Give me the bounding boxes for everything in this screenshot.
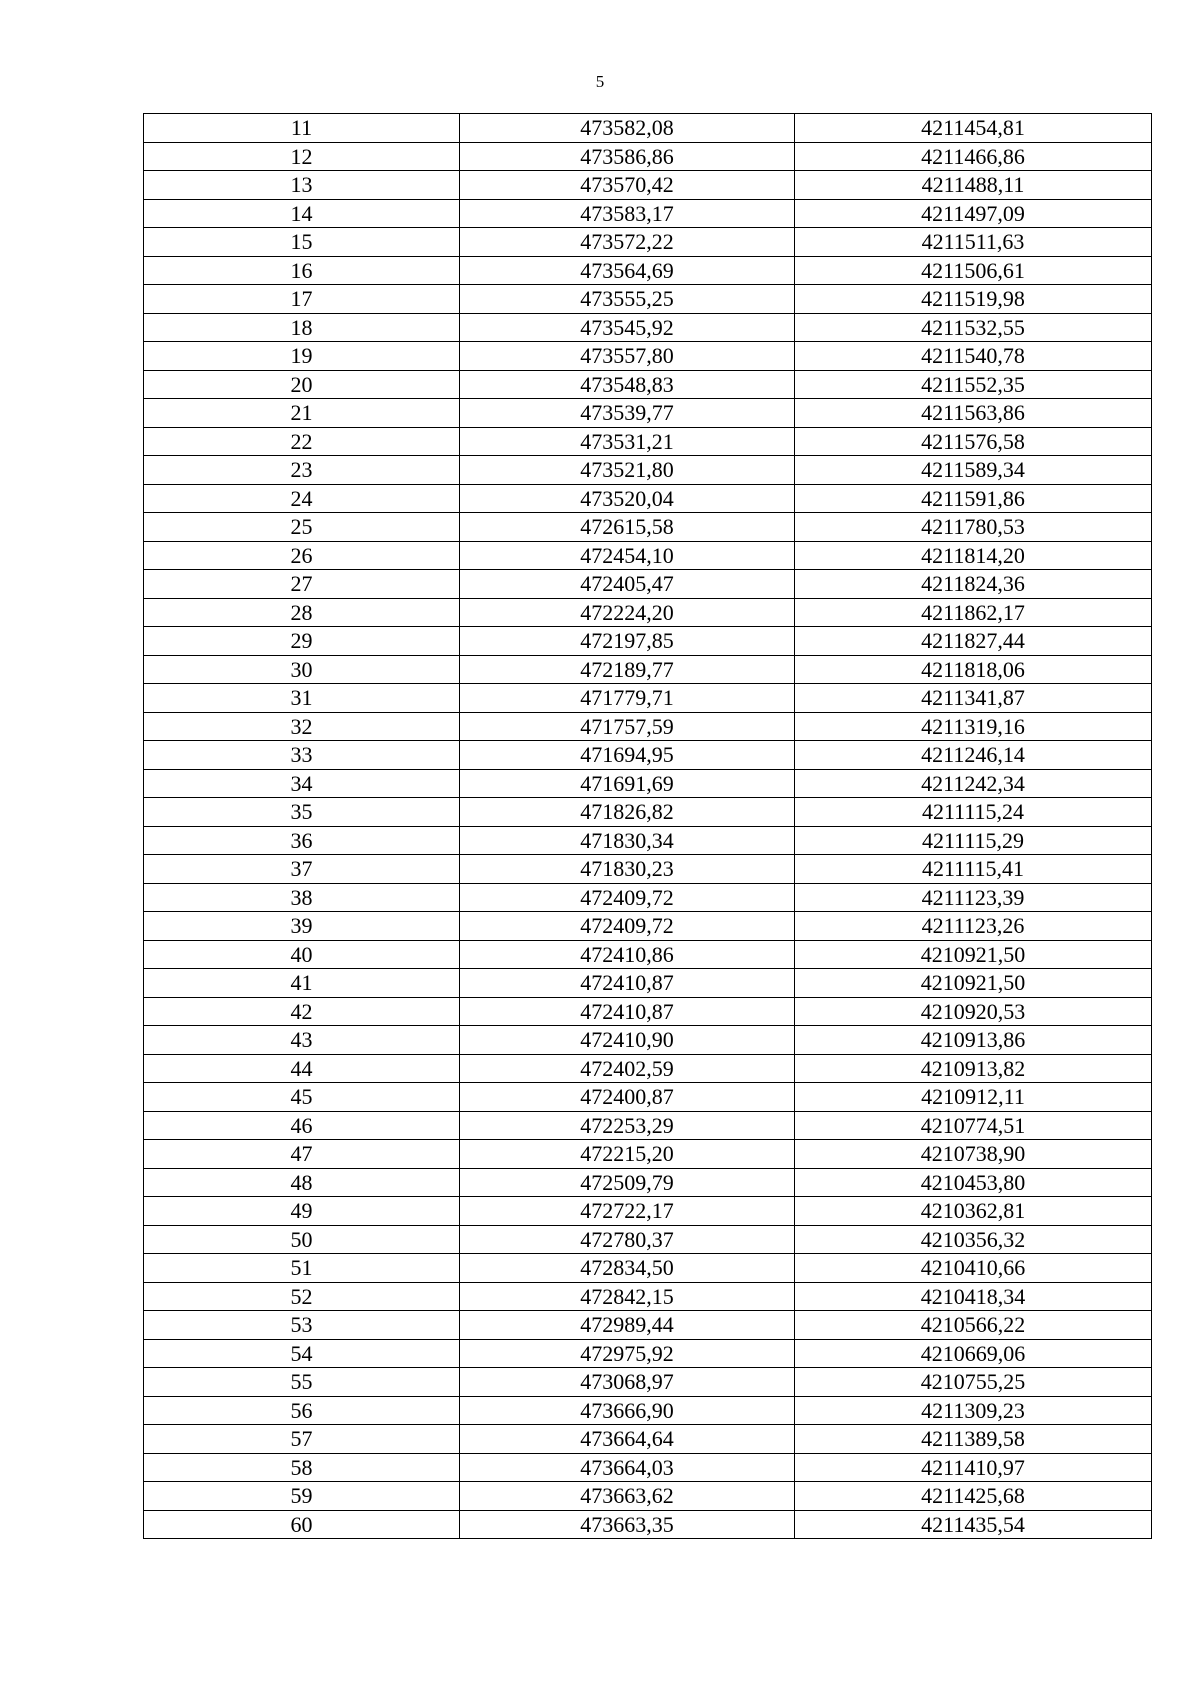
point-number-cell: 43 [144, 1026, 460, 1055]
y-coordinate-cell: 4211862,17 [795, 598, 1152, 627]
point-number-cell: 18 [144, 313, 460, 342]
table-row [144, 1396, 1152, 1425]
point-number-cell: 21 [144, 399, 460, 428]
point-number-cell: 29 [144, 627, 460, 656]
table-row [144, 1339, 1152, 1368]
x-coordinate-cell: 473564,69 [460, 256, 795, 285]
point-number-cell: 42 [144, 997, 460, 1026]
x-coordinate-cell: 472842,15 [460, 1282, 795, 1311]
x-coordinate-cell: 473664,64 [460, 1425, 795, 1454]
x-coordinate-cell: 473531,21 [460, 427, 795, 456]
y-coordinate-cell: 4210669,06 [795, 1339, 1152, 1368]
point-number-cell: 37 [144, 855, 460, 884]
y-coordinate-cell: 4210913,86 [795, 1026, 1152, 1055]
x-coordinate-cell: 473582,08 [460, 114, 795, 143]
x-coordinate-cell: 472834,50 [460, 1254, 795, 1283]
y-coordinate-cell: 4211591,86 [795, 484, 1152, 513]
y-coordinate-cell: 4210356,32 [795, 1225, 1152, 1254]
x-coordinate-cell: 472197,85 [460, 627, 795, 656]
y-coordinate-cell: 4210362,81 [795, 1197, 1152, 1226]
point-number-cell: 23 [144, 456, 460, 485]
x-coordinate-cell: 473068,97 [460, 1368, 795, 1397]
x-coordinate-cell: 473521,80 [460, 456, 795, 485]
table-row [144, 1026, 1152, 1055]
table-row [144, 1510, 1152, 1539]
point-number-cell: 22 [144, 427, 460, 456]
x-coordinate-cell: 472410,90 [460, 1026, 795, 1055]
x-coordinate-cell: 472780,37 [460, 1225, 795, 1254]
y-coordinate-cell: 4211115,24 [795, 798, 1152, 827]
table-row [144, 1425, 1152, 1454]
y-coordinate-cell: 4210410,66 [795, 1254, 1152, 1283]
table-row [144, 627, 1152, 656]
y-coordinate-cell: 4211425,68 [795, 1482, 1152, 1511]
y-coordinate-cell: 4210921,50 [795, 969, 1152, 998]
point-number-cell: 60 [144, 1510, 460, 1539]
y-coordinate-cell: 4211389,58 [795, 1425, 1152, 1454]
table-row [144, 256, 1152, 285]
table-row [144, 541, 1152, 570]
point-number-cell: 35 [144, 798, 460, 827]
x-coordinate-cell: 473548,83 [460, 370, 795, 399]
x-coordinate-cell: 472189,77 [460, 655, 795, 684]
point-number-cell: 57 [144, 1425, 460, 1454]
point-number-cell: 45 [144, 1083, 460, 1112]
x-coordinate-cell: 472410,87 [460, 969, 795, 998]
point-number-cell: 58 [144, 1453, 460, 1482]
x-coordinate-cell: 472975,92 [460, 1339, 795, 1368]
y-coordinate-cell: 4210913,82 [795, 1054, 1152, 1083]
x-coordinate-cell: 473664,03 [460, 1453, 795, 1482]
x-coordinate-cell: 472509,79 [460, 1168, 795, 1197]
x-coordinate-cell: 471826,82 [460, 798, 795, 827]
y-coordinate-cell: 4211115,41 [795, 855, 1152, 884]
x-coordinate-cell: 472253,29 [460, 1111, 795, 1140]
x-coordinate-cell: 472409,72 [460, 883, 795, 912]
table-row [144, 342, 1152, 371]
x-coordinate-cell: 472400,87 [460, 1083, 795, 1112]
x-coordinate-cell: 473663,35 [460, 1510, 795, 1539]
y-coordinate-cell: 4211818,06 [795, 655, 1152, 684]
y-coordinate-cell: 4210921,50 [795, 940, 1152, 969]
point-number-cell: 51 [144, 1254, 460, 1283]
point-number-cell: 56 [144, 1396, 460, 1425]
point-number-cell: 33 [144, 741, 460, 770]
table-row [144, 1368, 1152, 1397]
y-coordinate-cell: 4211246,14 [795, 741, 1152, 770]
y-coordinate-cell: 4211319,16 [795, 712, 1152, 741]
x-coordinate-cell: 473570,42 [460, 171, 795, 200]
point-number-cell: 15 [144, 228, 460, 257]
point-number-cell: 38 [144, 883, 460, 912]
x-coordinate-cell: 473539,77 [460, 399, 795, 428]
table-row [144, 484, 1152, 513]
table-row [144, 741, 1152, 770]
table-row [144, 655, 1152, 684]
table-row [144, 1140, 1152, 1169]
table-row [144, 1168, 1152, 1197]
table-row [144, 370, 1152, 399]
x-coordinate-cell: 473520,04 [460, 484, 795, 513]
point-number-cell: 27 [144, 570, 460, 599]
x-coordinate-cell: 473572,22 [460, 228, 795, 257]
point-number-cell: 48 [144, 1168, 460, 1197]
table-row [144, 712, 1152, 741]
y-coordinate-cell: 4211115,29 [795, 826, 1152, 855]
point-number-cell: 11 [144, 114, 460, 143]
table-row [144, 1111, 1152, 1140]
x-coordinate-cell: 473583,17 [460, 199, 795, 228]
point-number-cell: 46 [144, 1111, 460, 1140]
table-row [144, 1453, 1152, 1482]
y-coordinate-cell: 4210418,34 [795, 1282, 1152, 1311]
coordinates-table-body [144, 114, 1152, 1539]
point-number-cell: 50 [144, 1225, 460, 1254]
table-row [144, 1282, 1152, 1311]
point-number-cell: 25 [144, 513, 460, 542]
x-coordinate-cell: 472615,58 [460, 513, 795, 542]
y-coordinate-cell: 4211435,54 [795, 1510, 1152, 1539]
table-row [144, 969, 1152, 998]
y-coordinate-cell: 4211454,81 [795, 114, 1152, 143]
y-coordinate-cell: 4211497,09 [795, 199, 1152, 228]
y-coordinate-cell: 4211589,34 [795, 456, 1152, 485]
x-coordinate-cell: 471830,34 [460, 826, 795, 855]
point-number-cell: 24 [144, 484, 460, 513]
y-coordinate-cell: 4211309,23 [795, 1396, 1152, 1425]
x-coordinate-cell: 472405,47 [460, 570, 795, 599]
table-row [144, 142, 1152, 171]
x-coordinate-cell: 473666,90 [460, 1396, 795, 1425]
table-row [144, 1054, 1152, 1083]
table-row [144, 513, 1152, 542]
table-row [144, 798, 1152, 827]
page-number: 5 [595, 72, 605, 91]
table-row [144, 285, 1152, 314]
table-row [144, 1254, 1152, 1283]
y-coordinate-cell: 4211532,55 [795, 313, 1152, 342]
table-row [144, 1225, 1152, 1254]
point-number-cell: 54 [144, 1339, 460, 1368]
x-coordinate-cell: 473557,80 [460, 342, 795, 371]
table-row [144, 940, 1152, 969]
y-coordinate-cell: 4211824,36 [795, 570, 1152, 599]
y-coordinate-cell: 4211814,20 [795, 541, 1152, 570]
x-coordinate-cell: 471691,69 [460, 769, 795, 798]
y-coordinate-cell: 4211123,26 [795, 912, 1152, 941]
y-coordinate-cell: 4211540,78 [795, 342, 1152, 371]
point-number-cell: 40 [144, 940, 460, 969]
point-number-cell: 16 [144, 256, 460, 285]
coordinates-table [143, 113, 1152, 1539]
table-row [144, 826, 1152, 855]
y-coordinate-cell: 4210453,80 [795, 1168, 1152, 1197]
x-coordinate-cell: 472410,87 [460, 997, 795, 1026]
y-coordinate-cell: 4211576,58 [795, 427, 1152, 456]
table-row [144, 684, 1152, 713]
y-coordinate-cell: 4211511,63 [795, 228, 1152, 257]
table-row [144, 1311, 1152, 1340]
table-row [144, 399, 1152, 428]
x-coordinate-cell: 472224,20 [460, 598, 795, 627]
point-number-cell: 55 [144, 1368, 460, 1397]
point-number-cell: 53 [144, 1311, 460, 1340]
point-number-cell: 34 [144, 769, 460, 798]
x-coordinate-cell: 472409,72 [460, 912, 795, 941]
point-number-cell: 59 [144, 1482, 460, 1511]
table-row [144, 313, 1152, 342]
x-coordinate-cell: 472215,20 [460, 1140, 795, 1169]
table-row [144, 769, 1152, 798]
y-coordinate-cell: 4211341,87 [795, 684, 1152, 713]
table-row [144, 1482, 1152, 1511]
table-row [144, 912, 1152, 941]
point-number-cell: 28 [144, 598, 460, 627]
point-number-cell: 44 [144, 1054, 460, 1083]
y-coordinate-cell: 4211506,61 [795, 256, 1152, 285]
table-row [144, 171, 1152, 200]
point-number-cell: 30 [144, 655, 460, 684]
x-coordinate-cell: 471779,71 [460, 684, 795, 713]
table-row [144, 570, 1152, 599]
table-row [144, 228, 1152, 257]
point-number-cell: 47 [144, 1140, 460, 1169]
table-row [144, 598, 1152, 627]
point-number-cell: 14 [144, 199, 460, 228]
x-coordinate-cell: 473586,86 [460, 142, 795, 171]
table-row [144, 456, 1152, 485]
table-row [144, 427, 1152, 456]
y-coordinate-cell: 4211780,53 [795, 513, 1152, 542]
table-row [144, 1083, 1152, 1112]
point-number-cell: 31 [144, 684, 460, 713]
point-number-cell: 41 [144, 969, 460, 998]
y-coordinate-cell: 4210566,22 [795, 1311, 1152, 1340]
y-coordinate-cell: 4211519,98 [795, 285, 1152, 314]
y-coordinate-cell: 4211488,11 [795, 171, 1152, 200]
point-number-cell: 39 [144, 912, 460, 941]
x-coordinate-cell: 473663,62 [460, 1482, 795, 1511]
point-number-cell: 17 [144, 285, 460, 314]
x-coordinate-cell: 471757,59 [460, 712, 795, 741]
y-coordinate-cell: 4210755,25 [795, 1368, 1152, 1397]
table-row [144, 855, 1152, 884]
y-coordinate-cell: 4210774,51 [795, 1111, 1152, 1140]
y-coordinate-cell: 4211410,97 [795, 1453, 1152, 1482]
y-coordinate-cell: 4211242,34 [795, 769, 1152, 798]
point-number-cell: 36 [144, 826, 460, 855]
y-coordinate-cell: 4210738,90 [795, 1140, 1152, 1169]
point-number-cell: 12 [144, 142, 460, 171]
x-coordinate-cell: 471830,23 [460, 855, 795, 884]
x-coordinate-cell: 472722,17 [460, 1197, 795, 1226]
y-coordinate-cell: 4210920,53 [795, 997, 1152, 1026]
point-number-cell: 20 [144, 370, 460, 399]
table-row [144, 114, 1152, 143]
y-coordinate-cell: 4211123,39 [795, 883, 1152, 912]
point-number-cell: 49 [144, 1197, 460, 1226]
x-coordinate-cell: 472989,44 [460, 1311, 795, 1340]
x-coordinate-cell: 473555,25 [460, 285, 795, 314]
table-row [144, 1197, 1152, 1226]
y-coordinate-cell: 4210912,11 [795, 1083, 1152, 1112]
table-row [144, 199, 1152, 228]
table-row [144, 883, 1152, 912]
x-coordinate-cell: 471694,95 [460, 741, 795, 770]
y-coordinate-cell: 4211563,86 [795, 399, 1152, 428]
y-coordinate-cell: 4211466,86 [795, 142, 1152, 171]
table-row [144, 997, 1152, 1026]
x-coordinate-cell: 473545,92 [460, 313, 795, 342]
y-coordinate-cell: 4211552,35 [795, 370, 1152, 399]
point-number-cell: 19 [144, 342, 460, 371]
x-coordinate-cell: 472410,86 [460, 940, 795, 969]
y-coordinate-cell: 4211827,44 [795, 627, 1152, 656]
point-number-cell: 13 [144, 171, 460, 200]
point-number-cell: 26 [144, 541, 460, 570]
x-coordinate-cell: 472454,10 [460, 541, 795, 570]
point-number-cell: 52 [144, 1282, 460, 1311]
point-number-cell: 32 [144, 712, 460, 741]
x-coordinate-cell: 472402,59 [460, 1054, 795, 1083]
